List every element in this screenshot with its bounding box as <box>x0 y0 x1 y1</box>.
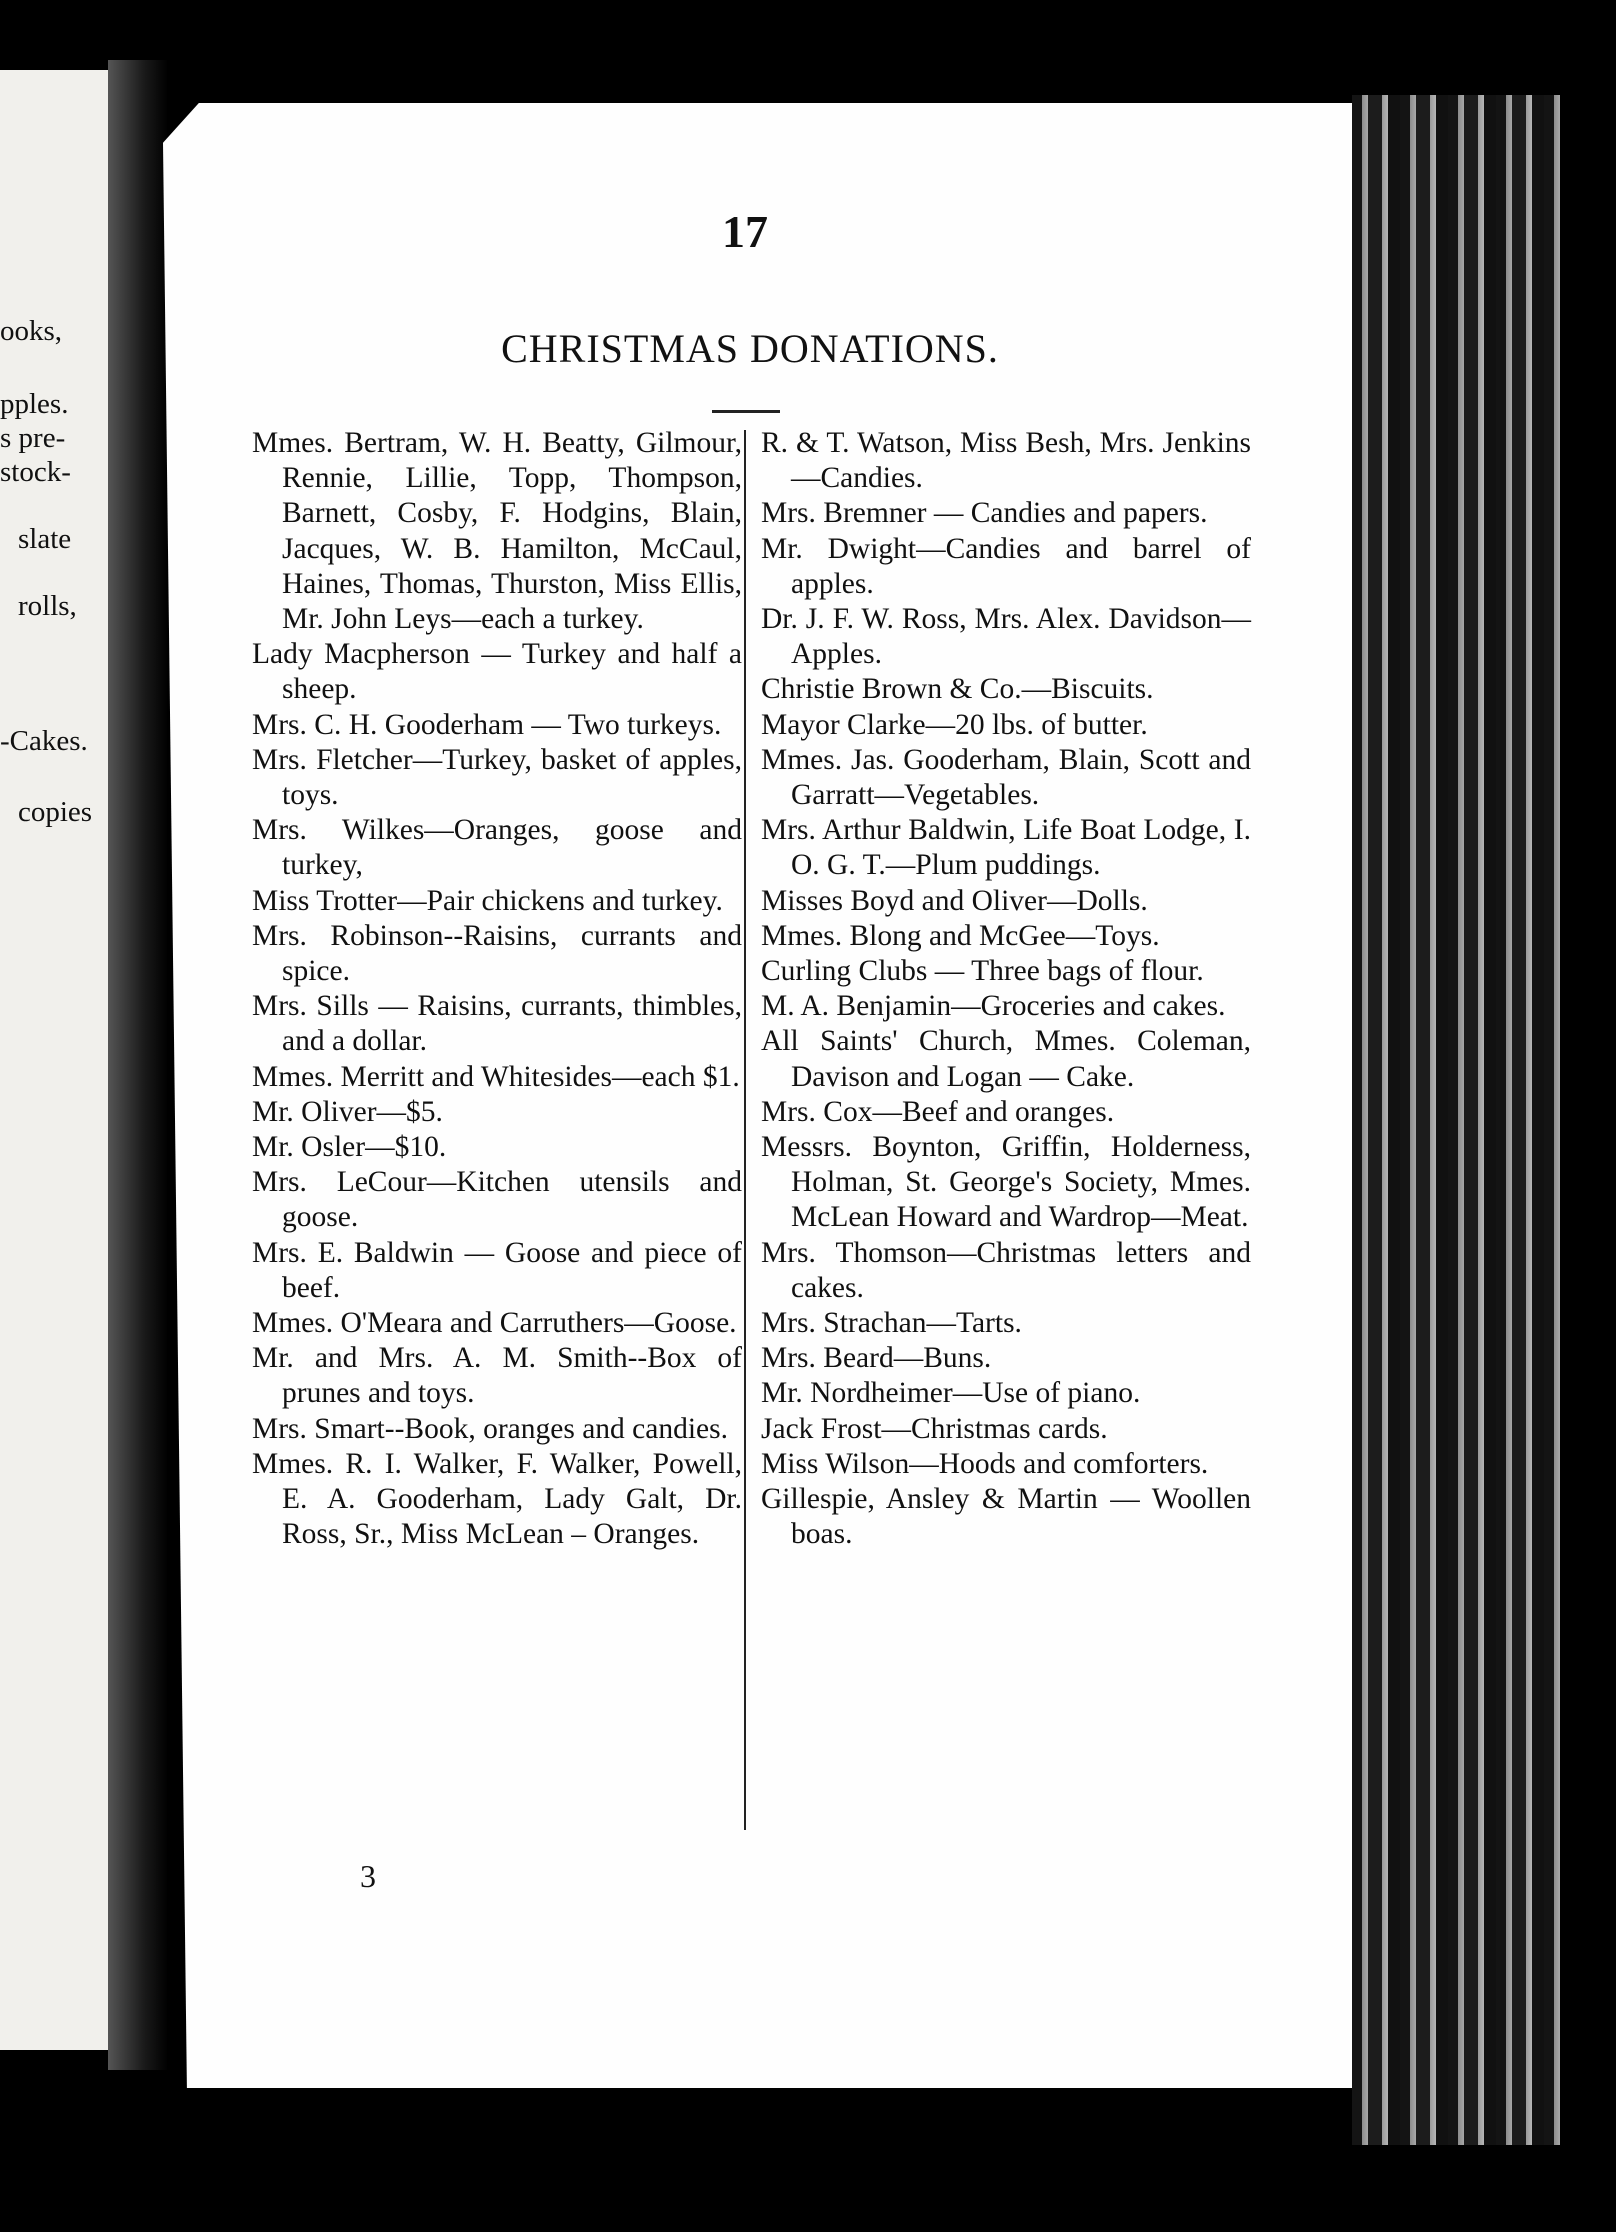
donation-entry: Mr. Osler—$10. <box>252 1131 447 1164</box>
donation-entry: Mrs. Robinson--Raisins, currants and spice. <box>252 919 742 988</box>
donation-entry: Mmes. Merritt and Whitesides—each $1. <box>252 1060 740 1093</box>
donations-right-column <box>761 426 1251 1553</box>
donation-entry: Mrs. LeCour—Kitchen utensils and goose. <box>252 1166 742 1234</box>
donation-entry: Mr. and Mrs. A. M. Smith--Box of prunes and toys. <box>252 1342 742 1410</box>
donation-entry: Misses Boyd and Oliver—Dolls. <box>761 884 1148 917</box>
donation-entry: Gillespie, Ansley & Martin — Woollen boas. <box>761 1483 1251 1551</box>
scan-background <box>1560 95 1616 2145</box>
donation-entry: Mrs. Smart--Book, oranges and candies. <box>252 1412 728 1445</box>
donation-entry: Mmes. O'Meara and Carruthers—Goose. <box>252 1307 737 1340</box>
previous-page-text: s pre- <box>0 422 66 454</box>
donation-entry: Mrs. E. Baldwin — Goose and piece of beef. <box>252 1236 742 1304</box>
donation-entry: Mrs. Bremner — Candies and papers. <box>761 497 1208 530</box>
donation-entry: Mmes. Blong and McGee—Toys. <box>761 919 1160 952</box>
donation-entry: Jack Frost—Christmas cards. <box>761 1412 1108 1445</box>
donation-entry: Mr. Oliver—$5. <box>252 1095 443 1128</box>
donation-entry: Mrs. Fletcher—Turkey, basket of apples, toys. <box>252 743 742 812</box>
donation-entry: Dr. J. F. W. Ross, Mrs. Alex. Davidson—Apples. <box>761 603 1251 671</box>
donation-entry: Mayor Clarke—20 lbs. of butter. <box>761 708 1148 741</box>
page-title: CHRISTMAS DONATIONS. <box>501 326 999 371</box>
previous-page-text: copies <box>18 796 93 828</box>
previous-page-fragment <box>0 70 108 2050</box>
title-rule <box>712 410 780 413</box>
previous-page-text: pples. <box>0 388 69 420</box>
donation-entry: Mrs. Beard—Buns. <box>761 1342 992 1375</box>
donation-entry: Mrs. Wilkes—Oranges, goose and turkey, <box>252 814 742 882</box>
donation-entry: Messrs. Boynton, Griffin, Holderness, Holman, St. George's Society, Mmes. McLean Howard and Wardrop—Meat. <box>761 1131 1251 1234</box>
column-divider <box>744 430 746 1830</box>
donation-entry: Mmes. Bertram, W. H. Beatty, Gilmour, Rennie, Lillie, Topp, Thompson, Barnett, Cosby, F. Hodgins, Blain, Jacques, W. B. Hamilton, McCaul, Haines, Thomas, Thurston, Miss Ellis, Mr. John Leys—each a turkey. <box>252 427 742 636</box>
donation-entry: Lady Macpherson — Turkey and half a sheep. <box>252 638 742 706</box>
donation-entry: Mrs. Arthur Baldwin, Life Boat Lodge, I. O. G. T.—Plum puddings. <box>761 814 1251 882</box>
donations-left-column <box>252 426 742 1553</box>
signature-mark: 3 <box>360 1858 376 1894</box>
donation-entry: Mr. Dwight—Candies and barrel of apples. <box>761 532 1251 600</box>
page-number: 17 <box>722 206 768 257</box>
donation-entry: Mrs. Cox—Beef and oranges. <box>761 1095 1115 1128</box>
previous-page-text: ooks, <box>0 315 63 347</box>
previous-page-text: stock- <box>0 456 71 488</box>
donation-entry: Mmes. R. I. Walker, F. Walker, Powell, E. A. Gooderham, Lady Galt, Dr. Ross, Sr., Miss McLean – Oranges. <box>252 1447 742 1551</box>
donation-entry: Curling Clubs — Three bags of flour. <box>761 955 1204 988</box>
previous-page-text: -Cakes. <box>0 725 88 757</box>
donation-entry: Mrs. Strachan—Tarts. <box>761 1307 1022 1340</box>
donation-entry: Christie Brown & Co.—Biscuits. <box>761 673 1154 706</box>
donation-entry: R. & T. Watson, Miss Besh, Mrs. Jenkins—Candies. <box>761 427 1251 495</box>
previous-page-text: rolls, <box>18 590 77 622</box>
donation-entry: Mrs. Sills — Raisins, currants, thimbles, and a dollar. <box>252 990 742 1058</box>
donation-entry: Mr. Nordheimer—Use of piano. <box>761 1377 1141 1410</box>
donation-entry: All Saints' Church, Mmes. Coleman, Davison and Logan — Cake. <box>761 1025 1251 1093</box>
previous-page-text: slate <box>18 523 72 555</box>
donation-entry: Mrs. C. H. Gooderham — Two turkeys. <box>252 708 722 741</box>
donation-entry: Mmes. Jas. Gooderham, Blain, Scott and Garratt—Vegetables. <box>761 743 1251 812</box>
book-gutter-shadow <box>108 60 168 2070</box>
donation-entry: Miss Trotter—Pair chickens and turkey. <box>252 884 723 917</box>
donation-entry: Miss Wilson—Hoods and comforters. <box>761 1447 1209 1480</box>
donation-entry: M. A. Benjamin—Groceries and cakes. <box>761 990 1226 1023</box>
donation-entry: Mrs. Thomson—Christmas letters and cakes. <box>761 1236 1251 1304</box>
